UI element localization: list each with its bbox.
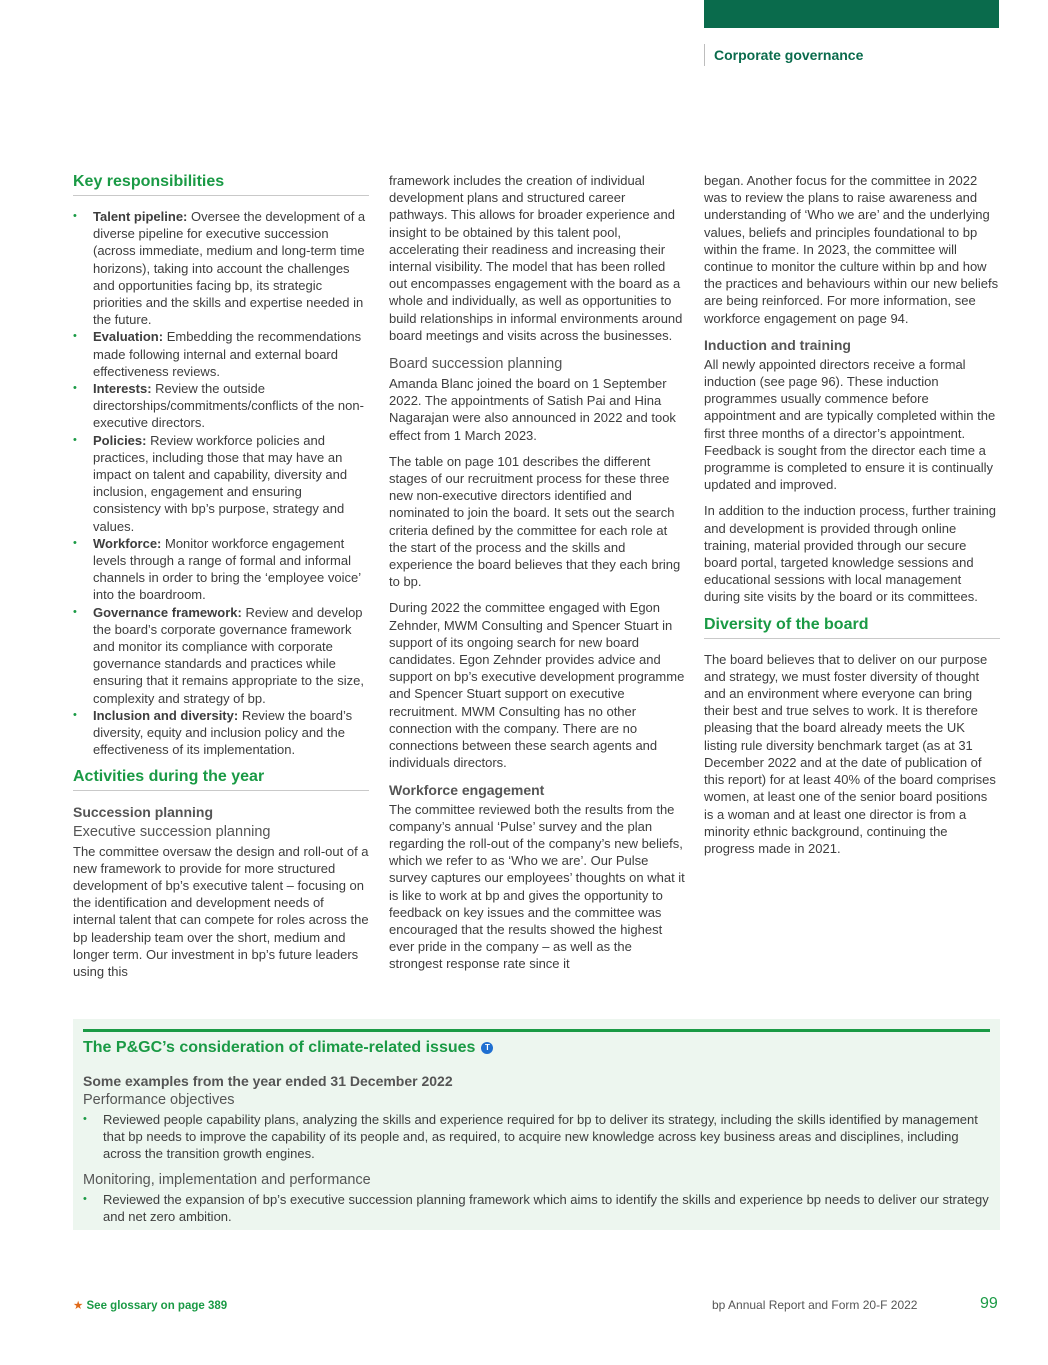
induction-training-heading: Induction and training: [704, 336, 851, 353]
executive-succession-heading: Executive succession planning: [73, 823, 271, 840]
performance-objectives-heading: Performance objectives: [83, 1092, 235, 1108]
list-item: • Evaluation: Embedding the recommendations made following internal and external board effectiveness reviews.: [73, 328, 369, 380]
section-title: Corporate governance: [704, 44, 863, 66]
diversity-heading: Diversity of the board: [704, 615, 1000, 639]
key-responsibilities-heading: Key responsibilities: [73, 172, 369, 196]
box-top-rule: [83, 1029, 990, 1032]
board-succession-heading: Board succession planning: [389, 356, 563, 373]
key-responsibilities-list: [73, 208, 369, 759]
climate-issues-box: [73, 1019, 1000, 1230]
board-succession-paragraph: The table on page 101 describes the different stages of our recruitment process for these three new non-executive directors identified and nominated to join the board. It sets out the search criteria defined by the committee for each role at the start of the process and the skills and experience the board believes that they each bring to bp.: [389, 453, 681, 590]
board-succession-paragraph: Amanda Blanc joined the board on 1 September 2022. The appointments of Satish Pai and Hina Nagarajan were also announced in 2022 and took effect from 1 March 2023.: [389, 376, 676, 443]
glossary-link[interactable]: [73, 1298, 227, 1312]
list-item: • Policies: Review workforce policies and practices, including those that may have an impact on talent and capability, diversity and inclusion, engagement and ensuring consistency with bp’s purpose, strategy and values.: [73, 432, 369, 535]
induction-paragraph: In addition to the induction process, further training and development is provided through online training, material provided through our secure board portal, targeted knowledge sessions and educational sessions with local management during site visits by the board or its committees.: [704, 503, 996, 605]
list-item: • Reviewed people capability plans, analyzing the skills and experience required for bp to deliver its strategy, including the skills identified by management that bp needs to improve the capability of its people and, as required, to acquire new knowledge across key business areas and disciplines, including across the transition growth engines.: [83, 1111, 990, 1163]
column-2: [389, 172, 685, 982]
workforce-engagement-text: The committee reviewed both the results from the company’s annual ‘Pulse’ survey and the plan regarding the roll-out of the company’s new beliefs, which we refer to as ‘Who we are’. Our Pulse survey captures our employees’ thoughts on what it is like to work at bp and gives the opportunity to feedback on key issues and the committee was encouraged that the results showed the highest ever pride in the company – as well as the strongest response rate since it: [389, 801, 685, 972]
list-item: • Reviewed the expansion of bp’s executive succession planning framework which aims to identify the skills and experience bp needs to deliver our strategy and net zero ambition.: [83, 1191, 990, 1225]
page-number: 99: [980, 1295, 998, 1312]
list-item: • Governance framework: Review and develop the board’s corporate governance framework and monitor its compliance with corporate governance standards and practices while ensuring that it remains appropriate to the size, complexity and strategy of bp.: [73, 604, 369, 707]
culture-continued-text: began. Another focus for the committee in 2022 was to review the plans to raise awareness and understanding of ‘Who we are’ and the underlying values, beliefs and principles foundational to bp within the frame. In 2023, the committee will continue to monitor the culture within bp and how the practices and behaviours within our new beliefs are being reinforced. For more information, see workforce engagement on page 94.: [704, 173, 999, 326]
column-3: [704, 172, 1000, 866]
star-icon: ★: [73, 1300, 84, 1312]
framework-continued-text: framework includes the creation of individual development plans and structured career pathways. This allows for broader experience and insight to be obtained by this talent pool, accelerating their readiness and increasing their internal visibility. The model that has been rolled out encompasses engagement with the board as a whole and individually, as well as opportunities to build relationships in informal environments around board meetings and visits across the businesses.: [389, 173, 683, 343]
induction-paragraph: All newly appointed directors receive a formal induction (see page 96). These induction programmes usually commence before appointment and are typically completed within the first three months of a director’s appointment. Feedback is sought from the director each time a programme is completed to ensure it is continually updated and improved.: [704, 356, 996, 493]
list-item: • Inclusion and diversity: Review the board’s diversity, equity and inclusion policy and the effectiveness of its implementation.: [73, 707, 369, 759]
monitoring-list: [83, 1191, 990, 1225]
report-name: bp Annual Report and Form 20-F 2022: [712, 1298, 918, 1312]
monitoring-heading: Monitoring, implementation and performance: [83, 1171, 371, 1188]
glossary-link-text: See glossary on page 389: [86, 1300, 228, 1312]
board-succession-paragraph: During 2022 the committee engaged with Egon Zehnder, MWM Consulting and Spencer Stuart in support of its ongoing search for new board candidates. Egon Zehnder provides advice and support on bp’s executive development programme and Spencer Stuart support on executive recruitment. MWM Consulting has no other connection with the company. There are no connections between these search agents and individuals directors.: [389, 600, 685, 771]
top-accent-bar: [704, 0, 999, 28]
list-item: • Workforce: Monitor workforce engagement levels through a range of formal and informal channels in order to bring the ‘employee voice’ into the boardroom.: [73, 535, 369, 604]
list-item: • Talent pipeline: Oversee the development of a diverse pipeline for executive succession (across immediate, medium and long-term time horizons), taking into account the challenges and opportunities facing bp, its strategic priorities and the skills and expertise needed in the future.: [73, 208, 369, 328]
column-1: [73, 172, 369, 989]
activities-heading: Activities during the year: [73, 767, 369, 791]
tcfd-info-icon[interactable]: T: [481, 1042, 493, 1054]
examples-heading: Some examples from the year ended 31 December 2022: [83, 1073, 453, 1089]
performance-list: [83, 1111, 990, 1163]
workforce-engagement-heading: Workforce engagement: [389, 781, 545, 798]
climate-box-title: The P&GC’s consideration of climate-related issues T: [83, 1038, 990, 1058]
list-item: • Interests: Review the outside directorships/commitments/conflicts of the non-executive directors.: [73, 380, 369, 432]
succession-planning-heading: Succession planning: [73, 803, 214, 820]
diversity-text: The board believes that to deliver on our purpose and strategy, we must foster diversity of thought and an environment where everyone can bring their best and true selves to work. It is therefore pleasing that the board already meets the UK listing rule diversity benchmark target (as at 31 December 2022 and at the date of publication of this report) for at least 40% of the board comprises women, at least one of the senior board positions is a woman and at least one director is from a minority ethnic background, continuing the progress made in 2021.: [704, 651, 996, 856]
executive-succession-text: The committee oversaw the design and roll-out of a new framework to provide for more structured development of bp’s executive talent – focusing on the identification and development needs of internal talent that can compete for roles across the bp leadership team over the short, medium and longer term. Our investment in bp’s future leaders using this: [73, 843, 369, 979]
